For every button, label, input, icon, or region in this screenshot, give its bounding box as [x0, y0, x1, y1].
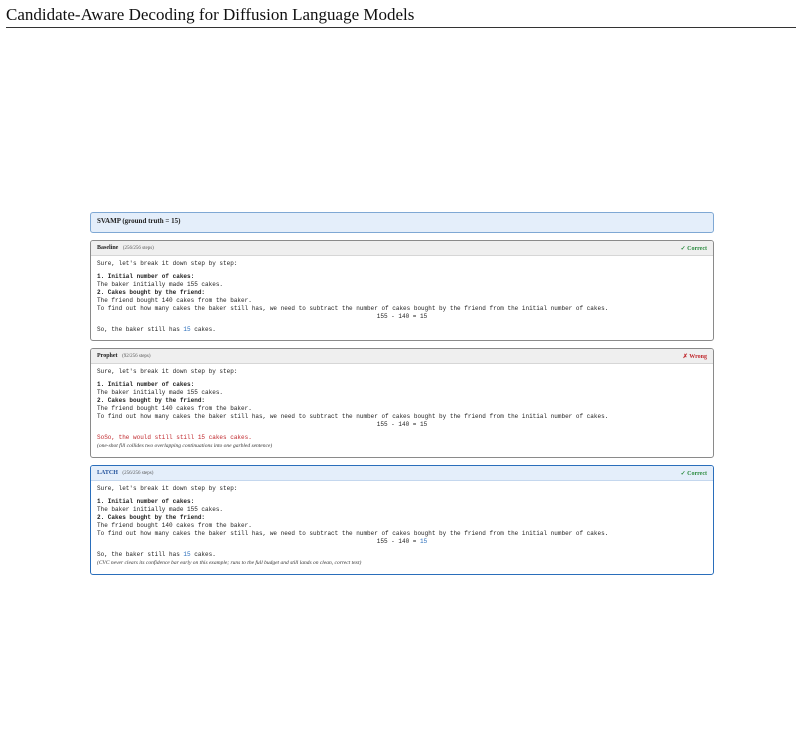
- verdict-badge: ✗ Wrong: [682, 353, 707, 360]
- step-text: The baker initially made 155 cakes.: [97, 281, 224, 288]
- panel-body: [91, 256, 713, 340]
- step-text: The friend bought 140 cakes from the baker.: [97, 522, 252, 529]
- method-name: Baseline: [97, 245, 119, 251]
- answer-line: [97, 326, 707, 334]
- panel-note: (CVC never clears its confidence bar early on this example; runs to the full budget and still lands on clean, correct text): [97, 560, 362, 566]
- answer-suffix: cakes.: [190, 551, 216, 558]
- step-text: The baker initially made 155 cakes.: [97, 506, 224, 513]
- panel-method-group: [97, 353, 151, 359]
- answer-line: [97, 551, 707, 559]
- step-count: (256/256 steps): [122, 471, 154, 476]
- panel-note: (one-shot fill collides two overlapping continuations into one garbled sentence): [97, 443, 273, 449]
- step-heading: 2. Cakes bought by the friend:: [97, 397, 206, 404]
- panel-body: [91, 364, 713, 457]
- equation-result: 15: [420, 538, 428, 545]
- method-name: LATCH: [97, 470, 118, 476]
- step-count: (256/256 steps): [122, 246, 154, 251]
- panel-header: [91, 466, 713, 481]
- intro-line: Sure, let's break it down step by step:: [97, 485, 238, 492]
- panel-header: [91, 241, 713, 256]
- answer-number: 15: [183, 326, 191, 333]
- figure: [90, 212, 714, 582]
- answer-number: 15: [183, 551, 191, 558]
- method-name: Prophet: [97, 353, 118, 359]
- answer-prefix: So, the baker still has: [97, 326, 184, 333]
- equation: 155 - 140 = 15: [376, 421, 428, 428]
- garbled-answer: SoSo, the would still still 15 cakes cakes.: [97, 434, 252, 441]
- baseline-panel: [90, 240, 714, 341]
- step-text: To find out how many cakes the baker still has, we need to subtract the number of cakes bought by the friend from the initial number of cakes.: [97, 305, 609, 312]
- step-text: To find out how many cakes the baker still has, we need to subtract the number of cakes bought by the friend from the initial number of cakes.: [97, 413, 609, 420]
- step-heading: 2. Cakes bought by the friend:: [97, 289, 206, 296]
- panel-body: [91, 481, 713, 574]
- panel-method-group: [97, 470, 153, 476]
- answer-prefix: So, the baker still has: [97, 551, 184, 558]
- latch-panel: [90, 465, 714, 575]
- intro-line: Sure, let's break it down step by step:: [97, 260, 238, 267]
- verdict-badge: ✓ Correct: [680, 245, 707, 252]
- equation-prefix: 155 - 140 =: [376, 538, 420, 545]
- running-head: Candidate-Aware Decoding for Diffusion Language Models: [6, 4, 796, 28]
- step-text: The friend bought 140 cakes from the baker.: [97, 297, 252, 304]
- prophet-panel: [90, 348, 714, 458]
- intro-line: Sure, let's break it down step by step:: [97, 368, 238, 375]
- step-heading: 1. Initial number of cakes:: [97, 498, 195, 505]
- step-text: To find out how many cakes the baker still has, we need to subtract the number of cakes bought by the friend from the initial number of cakes.: [97, 530, 609, 537]
- verdict-badge: ✓ Correct: [680, 470, 707, 477]
- step-count: (92/256 steps): [122, 354, 151, 359]
- step-heading: 1. Initial number of cakes:: [97, 273, 195, 280]
- panel-method-group: [97, 245, 154, 251]
- equation: 155 - 140 = 15: [376, 313, 428, 320]
- step-heading: 1. Initial number of cakes:: [97, 381, 195, 388]
- step-text: The friend bought 140 cakes from the baker.: [97, 405, 252, 412]
- equation: [97, 538, 707, 546]
- step-text: The baker initially made 155 cakes.: [97, 389, 224, 396]
- answer-suffix: cakes.: [190, 326, 216, 333]
- panel-header: [91, 349, 713, 364]
- step-heading: 2. Cakes bought by the friend:: [97, 514, 206, 521]
- figure-title: SVAMP (ground truth = 15): [90, 212, 714, 233]
